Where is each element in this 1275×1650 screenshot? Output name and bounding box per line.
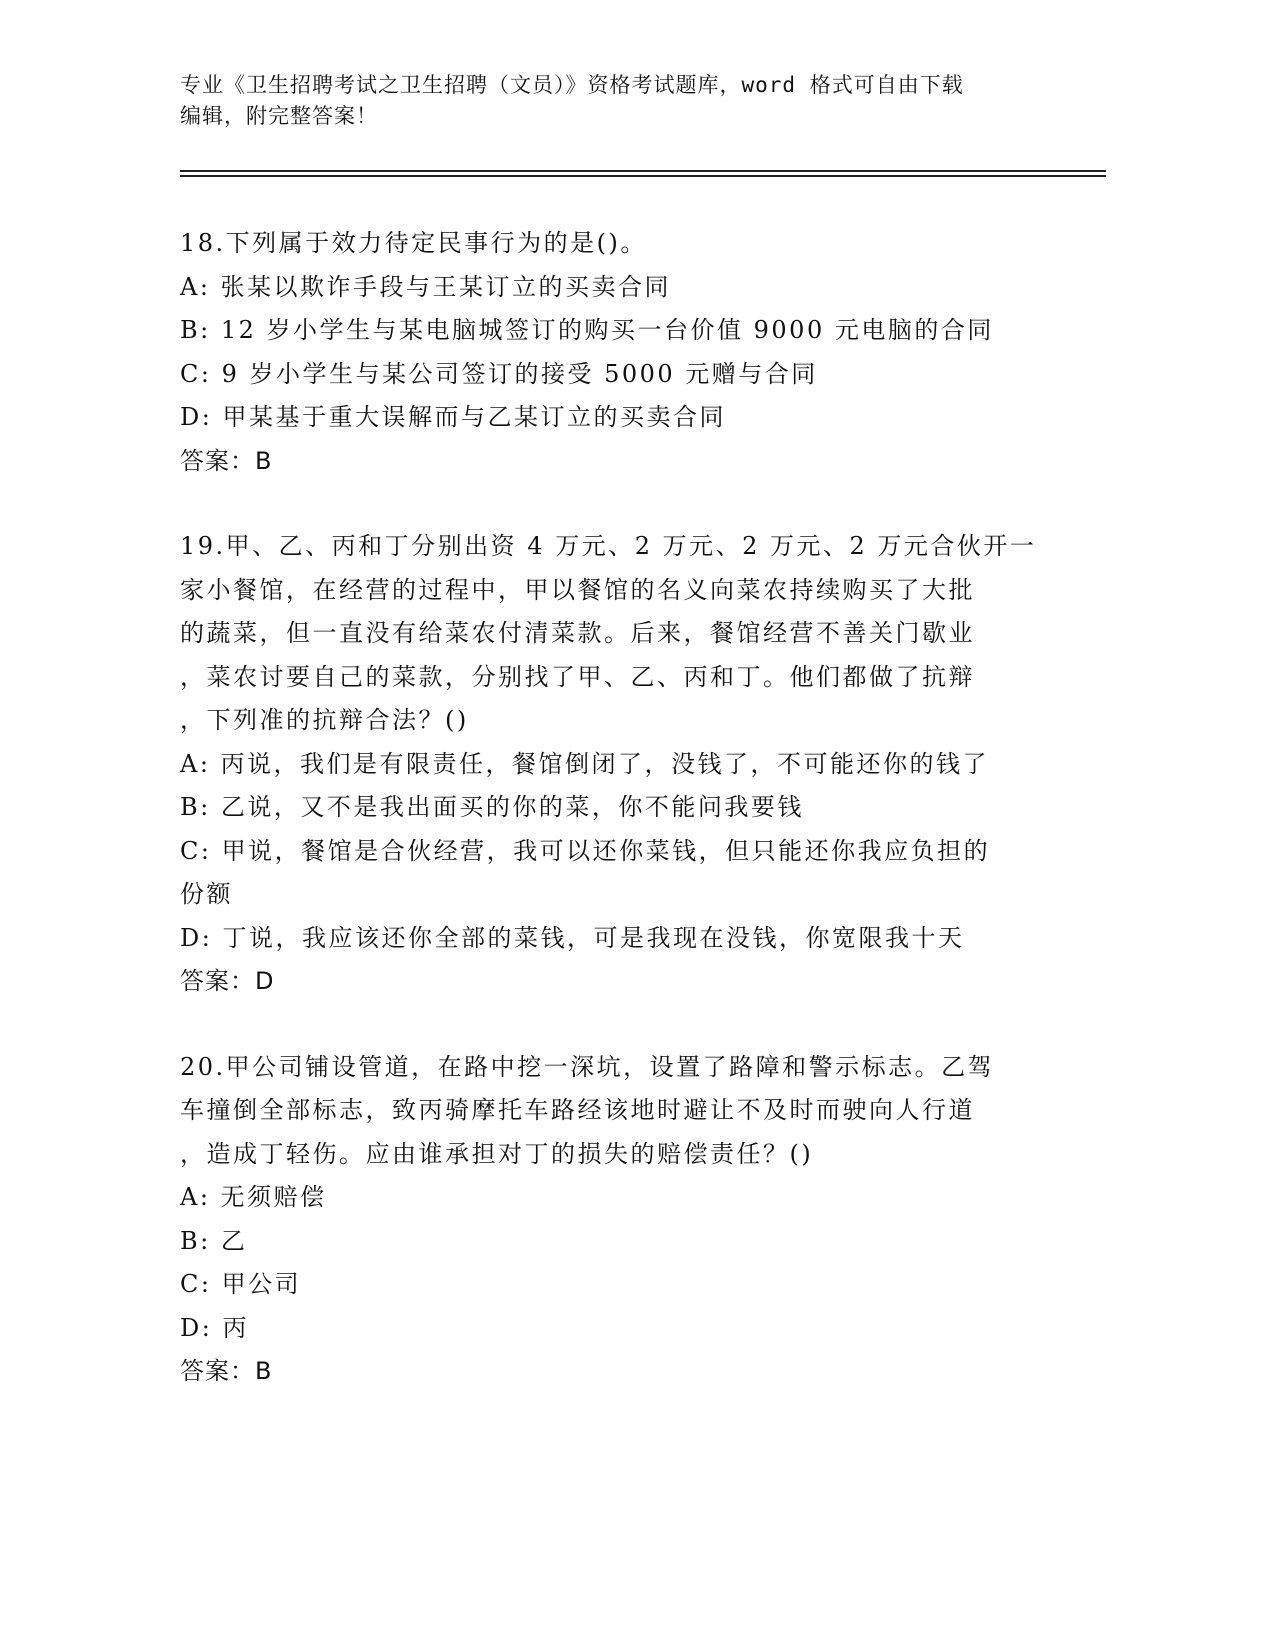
header-line-2: 编辑，附完整答案！: [180, 104, 378, 128]
question-stem: 19.甲、乙、丙和丁分别出资 4 万元、2 万元、2 万元、2 万元合伙开一: [180, 532, 1037, 560]
option-c: C: 甲说，餐馆是合伙经营，我可以还你菜钱，但只能还你我应负担的: [180, 836, 991, 865]
option-d: D: 甲某基于重大误解而与乙某订立的买卖合同: [180, 403, 726, 431]
question-stem: 18.下列属于效力待定民事行为的是()。: [180, 229, 647, 257]
option-c: C: 甲公司: [180, 1270, 302, 1298]
question-20: [180, 1046, 1060, 1394]
question-stem: ，造成丁轻伤。应由谁承担对丁的损失的赔偿责任？(): [180, 1139, 814, 1168]
header-line-1: 专业《卫生招聘考试之卫生招聘（文员）》资格考试题库，word 格式可自由下载: [180, 73, 964, 97]
option-a: A: 丙说，我们是有限责任，餐馆倒闭了，没钱了，不可能还你的钱了: [180, 749, 990, 778]
document-header: [180, 70, 1040, 132]
answer-label: 答案：D: [180, 967, 275, 995]
question-18: [180, 222, 1060, 483]
question-stem: ，菜农讨要自己的菜款，分别找了甲、乙、丙和丁。他们都做了抗辩: [180, 662, 975, 691]
question-stem: 20.甲公司铺设管道，在路中挖一深坑，设置了路障和警示标志。乙驾: [180, 1052, 995, 1081]
option-d: D: 丁说，我应该还你全部的菜钱，可是我现在没钱，你宽限我十天: [180, 923, 965, 952]
question-stem: 车撞倒全部标志，致丙骑摩托车路经该地时避让不及时而驶向人行道: [180, 1096, 975, 1124]
option-a: A: 张某以欺诈手段与王某订立的买卖合同: [180, 272, 672, 301]
option-d: D: 丙: [180, 1313, 249, 1342]
question-stem: 家小餐馆，在经营的过程中，甲以餐馆的名义向菜农持续购买了大批: [180, 575, 975, 604]
header-divider-top: [180, 170, 1106, 172]
question-19: [180, 525, 1060, 1004]
answer-label: 答案：B: [180, 446, 273, 475]
option-b: B: 乙: [180, 1226, 248, 1255]
option-c-continued: 份额: [180, 880, 233, 908]
answer-label: 答案：B: [180, 1357, 273, 1385]
option-b: B: 乙说，又不是我出面买的你的菜，你不能问我要钱: [180, 793, 804, 821]
header-divider-bottom: [180, 175, 1106, 177]
question-stem: 的蔬菜，但一直没有给菜农付清菜款。后来，餐馆经营不善关门歇业: [180, 619, 975, 647]
option-c: C: 9 岁小学生与某公司签订的接受 5000 元赠与合同: [180, 359, 818, 388]
option-b: B: 12 岁小学生与某电脑城签订的购买一台价值 9000 元电脑的合同: [180, 316, 994, 344]
option-a: A: 无须赔偿: [180, 1183, 327, 1211]
question-stem: ，下列准的抗辩合法？(): [180, 706, 469, 734]
question-list: [180, 222, 1060, 1436]
